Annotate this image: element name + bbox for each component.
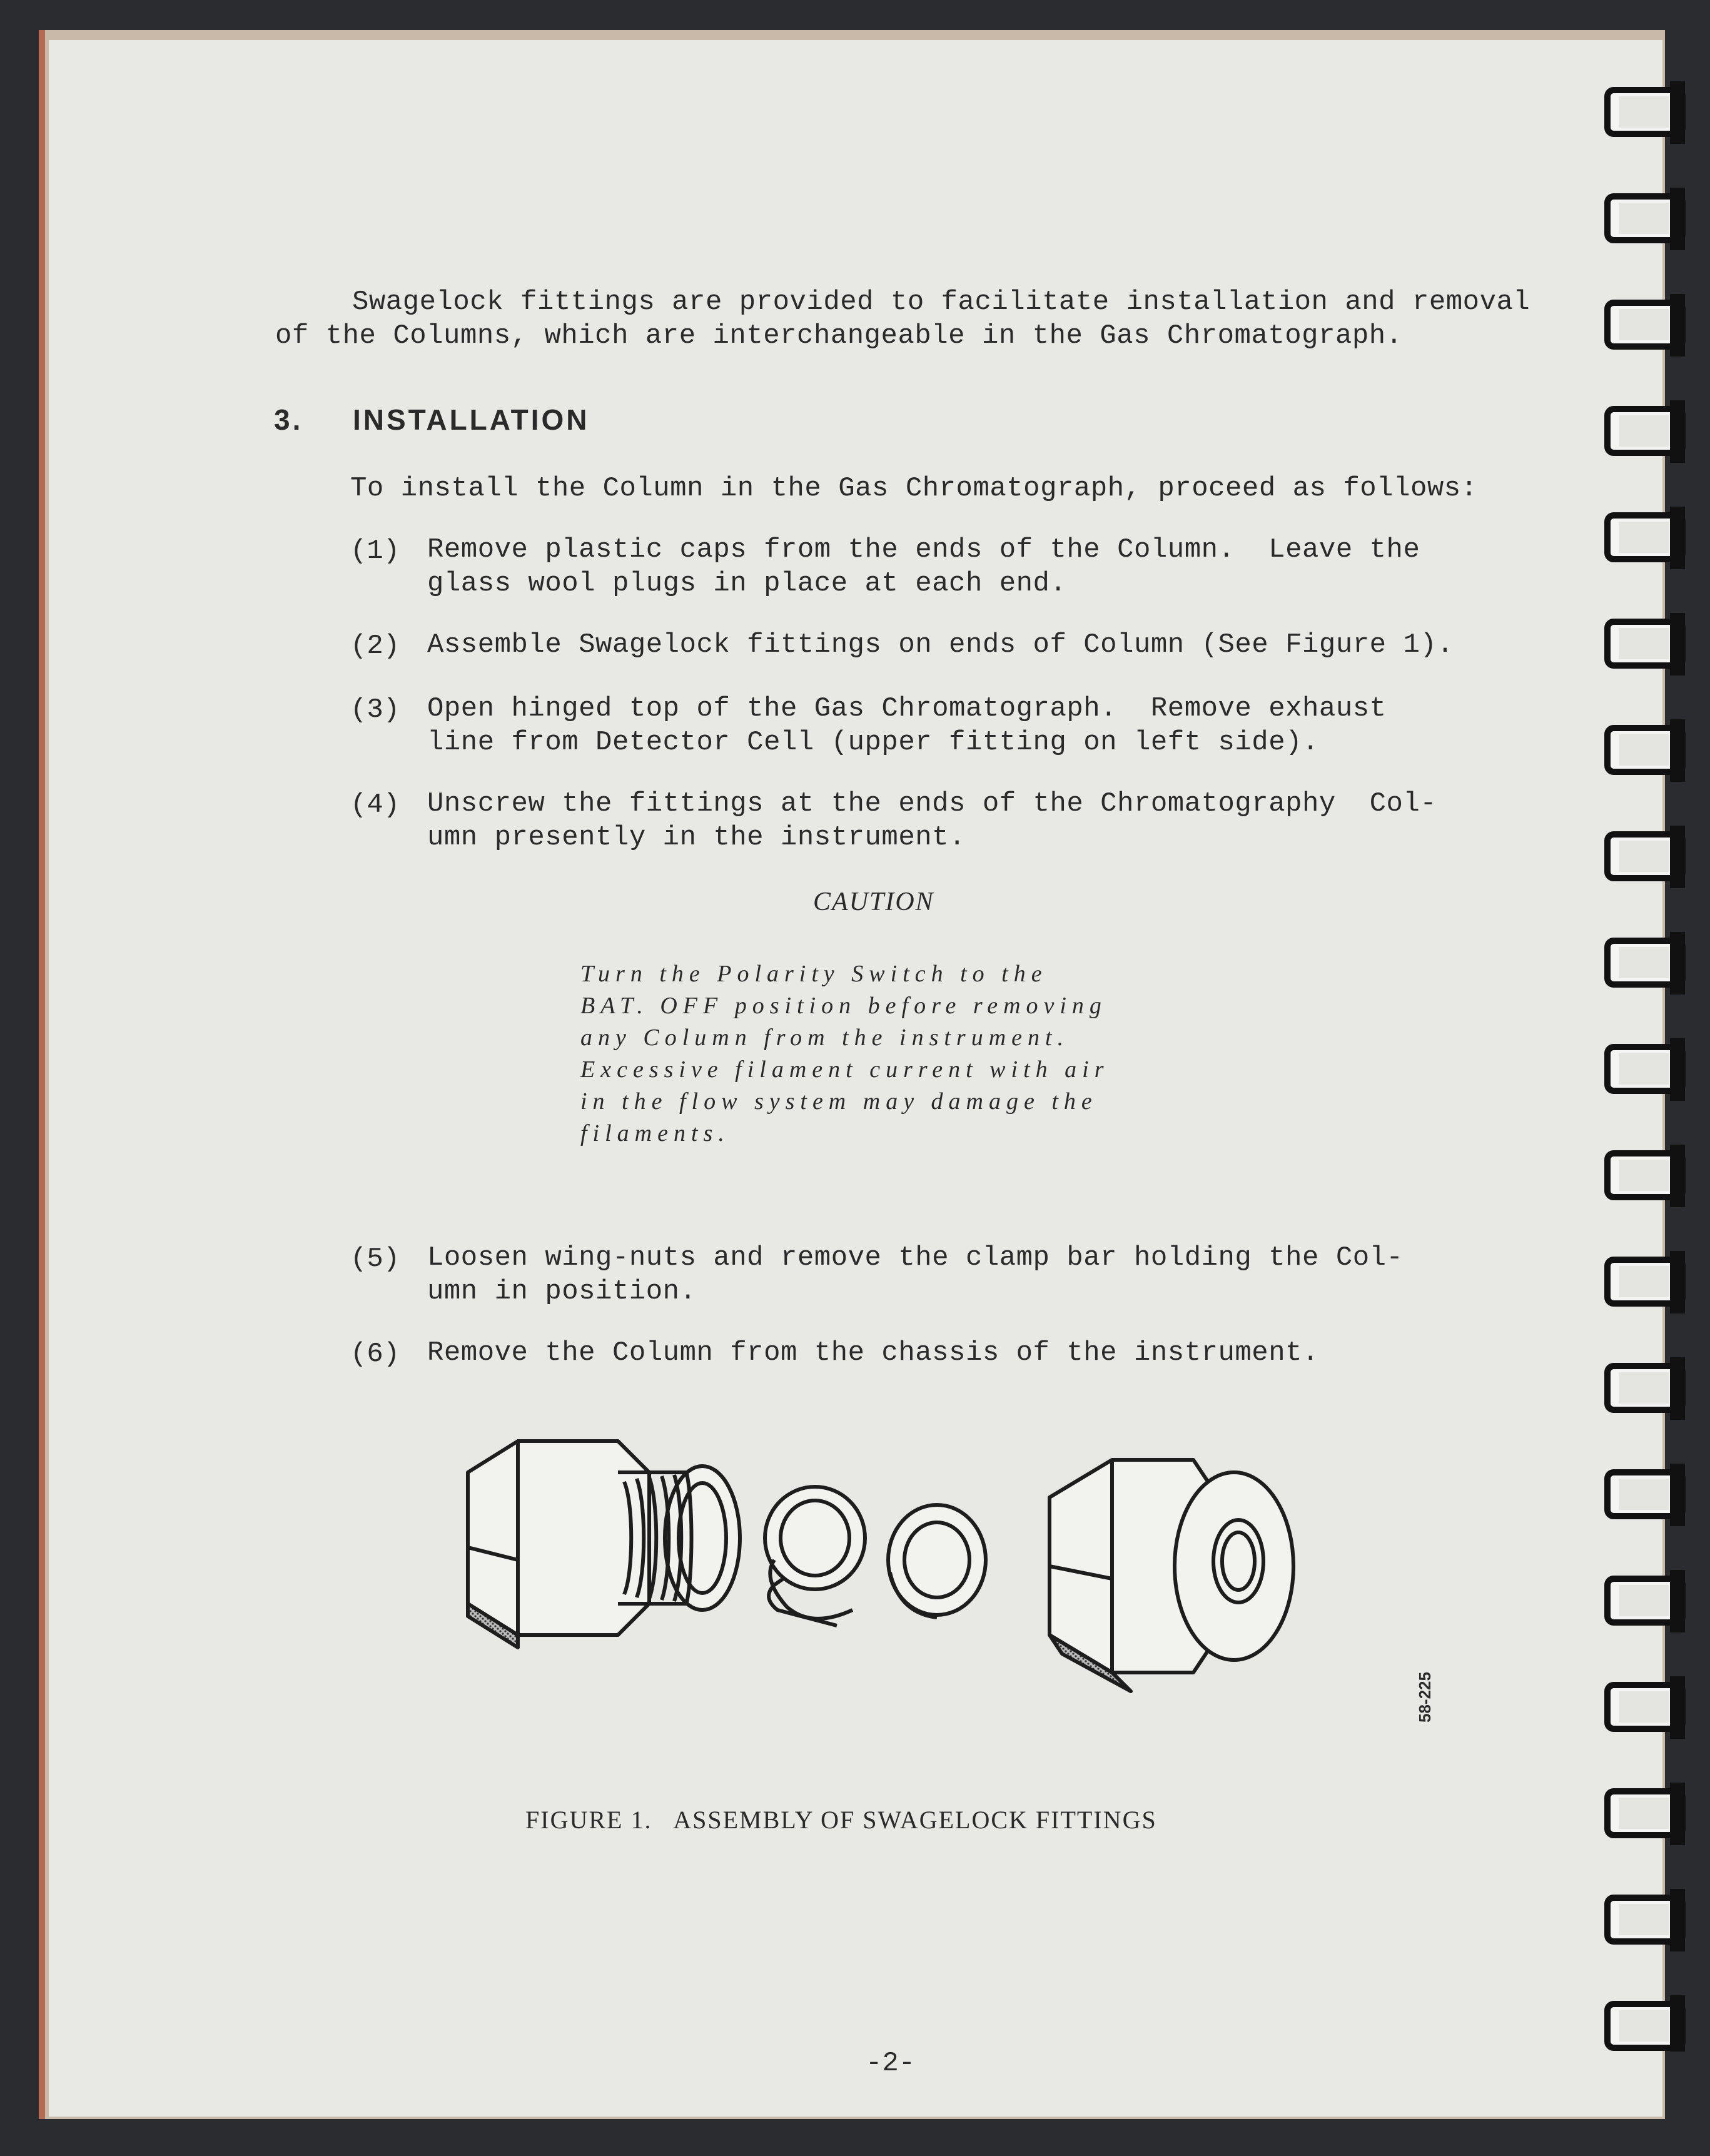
caution-title: CAUTION — [813, 888, 934, 916]
binding-coil — [1607, 1676, 1685, 1739]
step-line: Remove plastic caps from the ends of the Column. Leave the — [427, 534, 1420, 565]
binding-coil — [1607, 613, 1685, 676]
step-line: Loosen wing-nuts and remove the clamp bar holding the Col- — [427, 1242, 1404, 1273]
swagelock-fittings-illustration — [437, 1397, 1387, 1785]
binding-coil — [1607, 826, 1685, 888]
caution-line: any Column from the instrument. — [580, 1025, 1070, 1051]
caution-line: Excessive filament current with air — [580, 1056, 1110, 1083]
figure-caption: FIGURE 1. ASSEMBLY OF SWAGELOCK FITTINGS — [525, 1806, 1157, 1834]
binding-coil — [1607, 1145, 1685, 1207]
step-number: (6) — [350, 1339, 400, 1370]
step-line: umn in position. — [427, 1276, 697, 1307]
step-line: Unscrew the fittings at the ends of the Chromatography Col- — [427, 788, 1437, 819]
front-ferrule-part — [765, 1487, 865, 1626]
step-number: (4) — [350, 789, 400, 821]
binding-coil — [1607, 188, 1685, 250]
step-line: glass wool plugs in place at each end. — [427, 568, 1067, 599]
intro-line-2: of the Columns, which are interchangeable in the Gas Chromatograph. — [275, 320, 1403, 352]
binding-coil — [1607, 1570, 1685, 1632]
binding-coil — [1607, 1889, 1685, 1951]
step-line: line from Detector Cell (upper fitting on left side). — [427, 727, 1319, 758]
step-number: (1) — [350, 535, 400, 567]
step-number: (5) — [350, 1243, 400, 1275]
step-number: (2) — [350, 630, 400, 662]
binding-coil — [1607, 507, 1685, 569]
binding-coil — [1607, 1995, 1685, 2052]
document-page — [49, 40, 1662, 2117]
caution-line: BAT. OFF position before removing — [580, 993, 1107, 1019]
binding-coils — [1601, 81, 1707, 2052]
spiral-binding — [1601, 81, 1707, 2052]
caution-line: filaments. — [580, 1120, 730, 1146]
step-number: (3) — [350, 694, 400, 726]
binding-coil — [1607, 1251, 1685, 1313]
binding-coil — [1607, 1783, 1685, 1845]
lead-sentence: To install the Column in the Gas Chromatograph, proceed as follows: — [350, 473, 1478, 504]
step-line: umn presently in the instrument. — [427, 822, 966, 853]
section-number: 3. — [274, 403, 303, 436]
binding-coil — [1607, 1038, 1685, 1101]
intro-line-1: Swagelock fittings are provided to facilitate installation and removal — [352, 286, 1530, 318]
hex-nut-part — [1050, 1460, 1293, 1691]
binding-coil — [1607, 719, 1685, 782]
page-number: -2- — [866, 2048, 916, 2079]
step-line: Remove the Column from the chassis of the instrument. — [427, 1337, 1319, 1369]
binding-coil — [1607, 400, 1685, 463]
threaded-body-part — [468, 1441, 740, 1647]
caution-line: Turn the Polarity Switch to the — [580, 961, 1048, 987]
binding-coil — [1607, 81, 1685, 144]
binding-coil — [1607, 294, 1685, 357]
step-line: Open hinged top of the Gas Chromatograph. Remove exhaust — [427, 693, 1387, 724]
figure-id-label: 58-225 — [1415, 1672, 1434, 1723]
caution-line: in the flow system may damage the — [580, 1088, 1098, 1115]
back-ferrule-part — [888, 1505, 986, 1617]
binding-coil — [1607, 932, 1685, 994]
binding-coil — [1607, 1357, 1685, 1420]
binding-coil — [1607, 1464, 1685, 1526]
step-line: Assemble Swagelock fittings on ends of Column (See Figure 1). — [427, 629, 1454, 660]
section-title: INSTALLATION — [353, 403, 590, 436]
